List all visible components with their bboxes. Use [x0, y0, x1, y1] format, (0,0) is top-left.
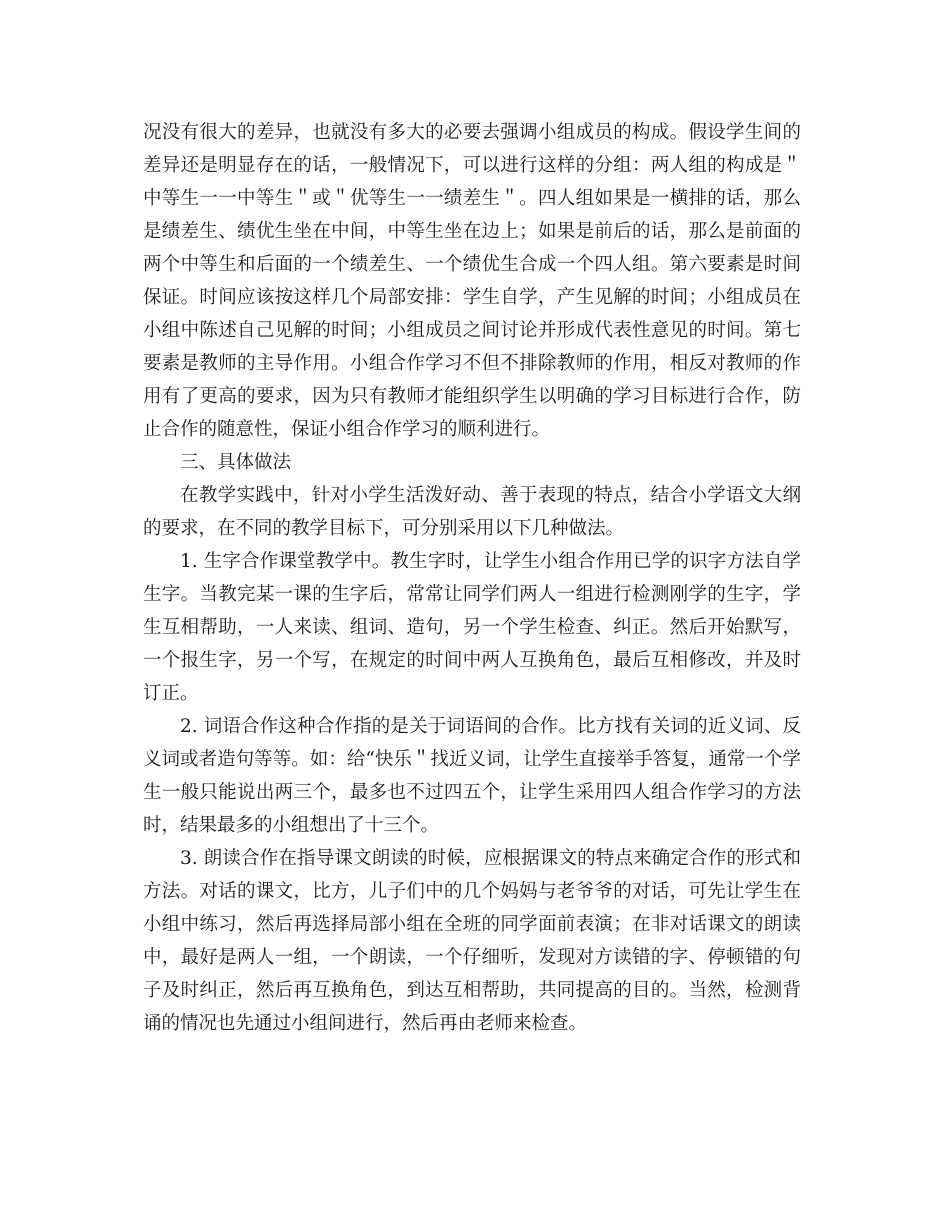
paragraph-item-1: 1. 生字合作课堂教学中。教生字时，让学生小组合作用已学的识字方法自学生字。当教完某一课的生字后，常常让同学们两人一组进行检测刚学的生字，学生互相帮助，一人来读、组词、造句，另一个学生检查、纠正。然后开始默写，一个报生字，另一个写，在规定的时间中两人互换角色，最后互相修改，并及时订正。 — [143, 551, 801, 704]
paragraph-intro: 在教学实践中，针对小学生活泼好动、善于表现的特点，结合小学语文大纲的要求，在不同的教学目标下，可分别采用以下几种做法。 — [143, 485, 801, 539]
document-body — [143, 116, 801, 1040]
section-heading: 三、具体做法 — [180, 452, 292, 473]
paragraph-item-3: 3. 朗读合作在指导课文朗读的时候，应根据课文的特点来确定合作的形式和方法。对话的课文，比方，儿子们中的几个妈妈与老爷爷的对话，可先让学生在小组中练习，然后再选择局部小组在全班的同学面前表演；在非对话课文的朗读中，最好是两人一组，一个朗读，一个仔细听，发现对方读错的字、停顿错的句子及时纠正，然后再互换角色，到达互相帮助，共同提高的目的。当然，检测背诵的情况也先通过小组间进行，然后再由老师来检查。 — [143, 848, 801, 1034]
paragraph-item-2: 2. 词语合作这种合作指的是关于词语间的合作。比方找有关词的近义词、反义词或者造句等等。如：给“快乐＂找近义词，让学生直接举手答复，通常一个学生一般只能说出两三个，最多也不过四五个，让学生采用四人组合作学习的方法时，结果最多的小组想出了十三个。 — [143, 716, 801, 836]
paragraph-continuation: 况没有很大的差异，也就没有多大的必要去强调小组成员的构成。假设学生间的差异还是明显存在的话，一般情况下，可以进行这样的分组：两人组的构成是＂中等生一一中等生＂或＂优等生一一绩差生＂。四人组如果是一横排的话，那么是绩差生、绩优生坐在中间，中等生坐在边上；如果是前后的话，那么是前面的两个中等生和后面的一个绩差生、一个绩优生合成一个四人组。第六要素是时间保证。时间应该按这样几个局部安排：学生自学，产生见解的时间；小组成员在小组中陈述自己见解的时间；小组成员之间讨论并形成代表性意见的时间。第七要素是教师的主导作用。小组合作学习不但不排除教师的作用，相反对教师的作用有了更高的要求，因为只有教师才能组织学生以明确的学习目标进行合作，防止合作的随意性，保证小组合作学习的顺利进行。 — [143, 122, 801, 440]
